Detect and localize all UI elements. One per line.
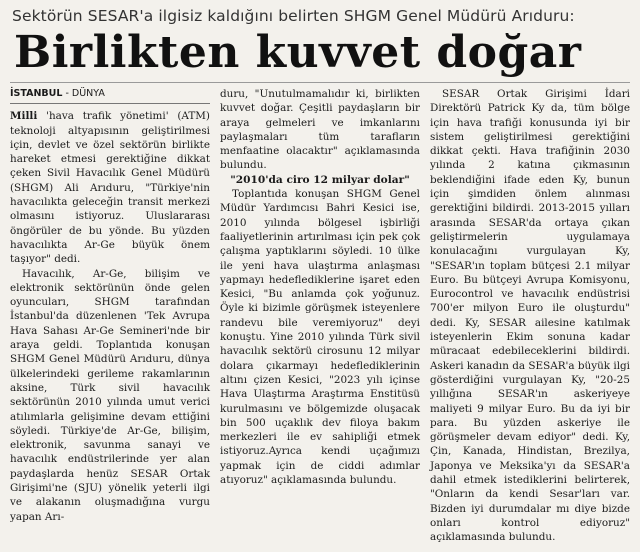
column-3 [430, 87, 630, 545]
column-2 [220, 87, 420, 545]
paragraph [10, 109, 210, 266]
subheading: "2010'da ciro 12 milyar dolar" [230, 173, 410, 186]
paragraph: SESAR Ortak Girişimi İdari Direktörü Patrick Ky da, tüm bölge için hava trafiği konusunda iyi bir sistem geliştirilmesi gerektiğini dikkat çekti. Hava trafiğinin 2030 yılında 2 katına çıkmasının beklendiğini ifade eden Ky, bunun için şimdiden önlem alınması gerektiğini bildirdi. 2013-2015 yılları arasında SESAR'da ortaya çıkan geliştirmelerin uygulamaya konulacağını vurgulayan Ky, "SESAR'ın toplam bütçesi 2.1 milyar Euro. Bu bütçeyi Avrupa Komisyonu, Eurocontrol ve havacılık endüstrisi 700'er milyon Euro ile oluşturdu" dedi. Ky, SESAR ailesine katılmak isteyenlerin Ekim sonuna kadar müracaat edebileceklerini bildirdi. Askeri kanadın da SESAR'a büyük ilgi gösterdiğini vurgulayan Ky, "20-25 yıllığına SESAR'ın askeriyeye maliyeti 9 milyar Euro. Bu da iyi bir para. Bu yüzden askeriye ile görüşmeler devam ediyor" dedi. Ky, Çin, Kanada, Hindistan, Brezilya, Japonya ve Meksika'yı da SESAR'a dahil etmek istediklerini belirterek, "Onların da kendi Sesar'ları var. Bizden iyi durumdalar mı diye bizde onları kontrol ediyoruz" açıklamasında bulundu. [430, 88, 630, 544]
divider [10, 82, 630, 83]
column-1 [10, 87, 210, 545]
paragraph: Havacılık, Ar-Ge, bilişim ve elektronik sektörünün önde gelen oyuncuları, SHGM tarafından İstanbul'da düzenlenen 'Tek Avrupa Hava Sahası Ar-Ge Semineri'nde bir araya geldi. Toplantıda konuşan SHGM Genel Müdürü Arıduru, dünya ülkelerindeki gerileme rakamlarının aksine, Türk sivil havacılık sektörünün 2010 yılında umut verici atılımlarla gelişimine devam ettiğini söyledi. Türkiye'de Ar-Ge, bilişim, elektronik, savunma sanayi ve havacılık endüstrilerinde yer alan paydaşlarda henüz SESAR Ortak Girişimi'ne (SJU) yönelik yeterli ilgi ve alakanın oluşmadığına vurgu yapan Arı- [10, 267, 210, 523]
dateline-city: İSTANBUL [10, 88, 63, 99]
paragraph: duru, "Unutulmamalıdır ki, birlikten kuvvet doğar. Çeşitli paydaşların bir araya gelmeleri ve imkanlarını paylaşmaları tüm tarafların menfaatine olacaktır" açıklamasında bulundu. [220, 88, 420, 172]
paragraph-text: 'hava trafik yönetimi' (ATM) teknoloji altyapısının geliştirilmesi için, devlet ve özel sektörün birlikte hareket etmesi gerektiğine dikkat çeken Sivil Havacılık Genel Müdürü (SHGM) Ali Arıduru, "Türkiye'nin havacılıkta geleceğin transit merkezi olmasını istiyoruz. Uluslararası öngörüler de bu yönde. Bu yüzden havacılıkta Ar-Ge büyük önem taşıyor" dedi. [10, 110, 210, 266]
article-body [10, 87, 630, 545]
headline: Birlikten kuvvet doğar [14, 27, 582, 78]
dateline-separator: - [62, 88, 72, 99]
paragraph: Toplantıda konuşan SHGM Genel Müdür Yardımcısı Bahri Kesici ise, 2010 yılında bölgesel işbirliği faaliyetlerinin artırılması için pek çok çalışma yaptıklarını söyledi. 10 ülke ile yeni hava ulaştırma anlaşması yapmayı hedeflediklerine işaret eden Kesici, "Bu anlamda çok yoğunuz. Öyle ki bizimle görüşmek isteyenlere randevu bile veremiyoruz" deyi konuştu. Yine 2010 yılında Türk sivil havacılık sektörü cirosunu 12 milyar dolara çıkarmayı hedeflediklerinin altını çizen Kesici, "2023 yılı içinse Hava Ulaştırma Araştırma Enstitüsü kurulmasını ve bölgemizde oluşacak bin 500 uçaklık dev filoya bakım merkezleri ile ev sahipliği etmek istiyoruz.Ayrıca kendi uçağımızı yapmak için de ciddi adımlar atıyoruz" açıklamasında bulundu. [220, 188, 420, 487]
dateline [10, 87, 210, 104]
lead-word: Milli [10, 110, 38, 123]
kicker: Sektörün SESAR'a ilgisiz kaldığını belirten SHGM Genel Müdürü Arıduru: [12, 7, 575, 25]
dateline-source: DÜNYA [71, 88, 105, 99]
